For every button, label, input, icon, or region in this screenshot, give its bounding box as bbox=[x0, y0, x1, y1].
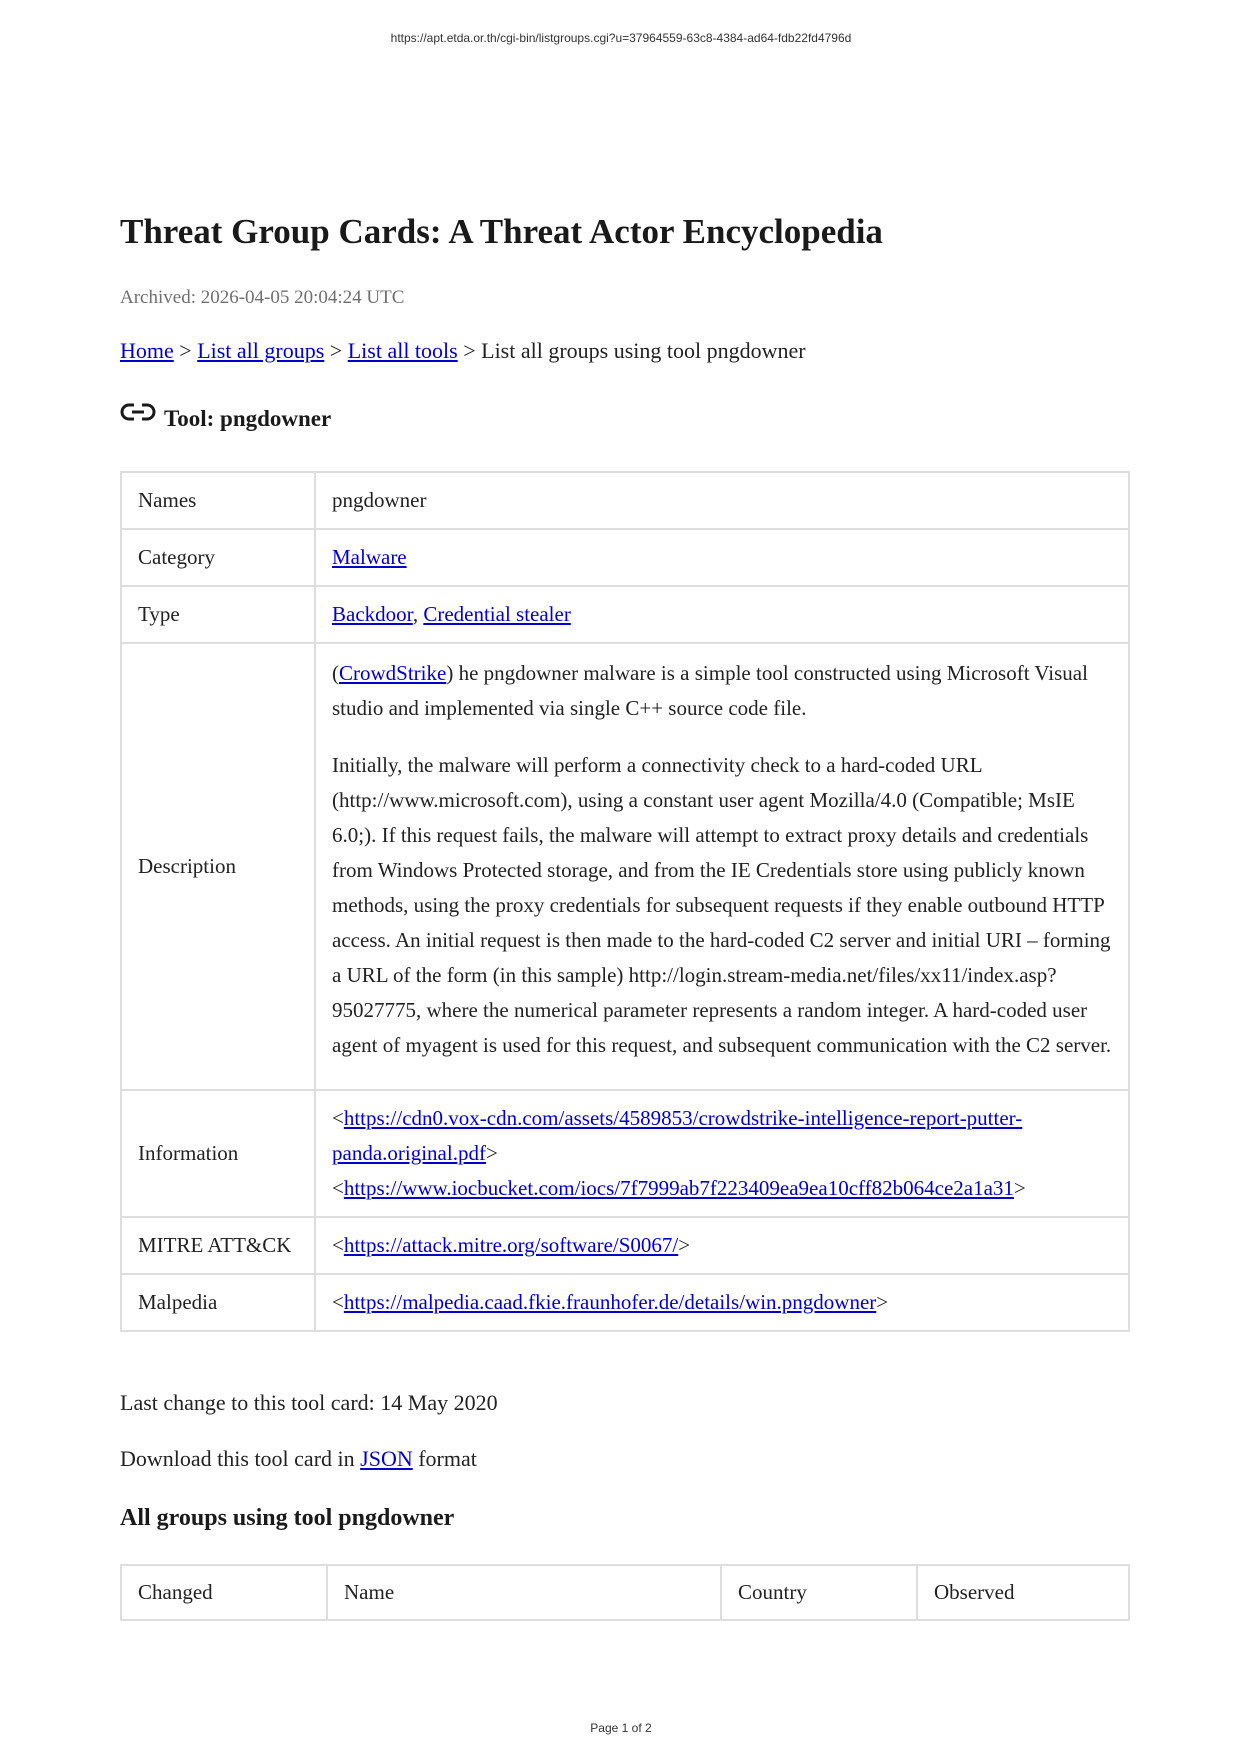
information-item bbox=[332, 1101, 1112, 1171]
angle-open: < bbox=[332, 1290, 344, 1314]
mitre-value bbox=[315, 1217, 1129, 1274]
breadcrumb-separator: > bbox=[324, 338, 348, 363]
category-malware-link[interactable]: Malware bbox=[332, 545, 407, 569]
crowdstrike-report-link[interactable]: https://cdn0.vox-cdn.com/assets/4589853/crowdstrike-intelligence-report-putter-panda.original.pdf bbox=[332, 1106, 1023, 1165]
angle-close: > bbox=[1013, 1176, 1026, 1200]
column-header-changed: Changed bbox=[121, 1565, 327, 1620]
column-header-name: Name bbox=[327, 1565, 721, 1620]
breadcrumb-home-link[interactable]: Home bbox=[120, 338, 174, 363]
description-paragraph bbox=[332, 656, 1112, 726]
json-download-link[interactable]: JSON bbox=[360, 1446, 413, 1471]
tool-heading bbox=[120, 398, 331, 432]
print-url: https://apt.etda.or.th/cgi-bin/listgroups.cgi?u=37964559-63c8-4384-ad64-fdb22fd4796d bbox=[390, 31, 852, 45]
groups-header-row bbox=[121, 1565, 1129, 1620]
tool-heading-text: Tool: pngdowner bbox=[164, 406, 332, 431]
table-row bbox=[121, 1090, 1129, 1217]
column-header-country: Country bbox=[721, 1565, 917, 1620]
tool-details-table bbox=[120, 471, 1130, 1332]
information-value bbox=[315, 1090, 1129, 1217]
angle-open: < bbox=[332, 1176, 344, 1200]
paren-open: ( bbox=[332, 661, 339, 685]
angle-open: < bbox=[332, 1106, 344, 1130]
category-label: Category bbox=[121, 529, 315, 586]
type-label: Type bbox=[121, 586, 315, 643]
information-label: Information bbox=[121, 1090, 315, 1217]
groups-table bbox=[120, 1564, 1130, 1621]
information-item bbox=[332, 1171, 1112, 1206]
table-row bbox=[121, 586, 1129, 643]
column-header-observed: Observed bbox=[917, 1565, 1129, 1620]
description-text: ) he pngdowner malware is a simple tool constructed using Microsoft Visual studio and implemented via single C++ source code file. bbox=[332, 661, 1088, 720]
breadcrumb-current: > List all groups using tool pngdowner bbox=[457, 338, 806, 363]
breadcrumb bbox=[120, 338, 806, 364]
type-backdoor-link[interactable]: Backdoor bbox=[332, 602, 413, 626]
table-row bbox=[121, 529, 1129, 586]
type-credential-stealer-link[interactable]: Credential stealer bbox=[423, 602, 571, 626]
category-value bbox=[315, 529, 1129, 586]
table-row bbox=[121, 472, 1129, 529]
table-row bbox=[121, 1274, 1129, 1331]
archived-timestamp: Archived: 2026-04-05 20:04:24 UTC bbox=[120, 287, 405, 308]
description-paragraph: Initially, the malware will perform a connectivity check to a hard-coded URL (http://www.microsoft.com), using a constant user agent Mozilla/4.0 (Compatible; MsIE 6.0;). If this request fails, the malware will attempt to extract proxy details and credentials from Windows Protected storage, and from the IE Credentials store using publicly known methods, using the proxy credentials for subsequent requests if they enable outbound HTTP access. An initial request is then made to the hard-coded C2 server and initial URI – forming a URL of the form (in this sample) http://login.stream-media.net/files/xx11/index.asp?95027775, where the numerical parameter represents a random integer. A hard-coded user agent of myagent is used for this request, and subsequent communication with the C2 server. bbox=[332, 753, 1112, 1057]
page-number: Page 1 of 2 bbox=[590, 1721, 652, 1735]
page-title: Threat Group Cards: A Threat Actor Encyclopedia bbox=[120, 212, 883, 251]
download-text: Download this tool card in bbox=[120, 1446, 361, 1471]
malpedia-value bbox=[315, 1274, 1129, 1331]
type-value bbox=[315, 586, 1129, 643]
names-value: pngdowner bbox=[315, 472, 1129, 529]
last-change: Last change to this tool card: 14 May 2020 bbox=[120, 1390, 498, 1415]
angle-open: < bbox=[332, 1233, 344, 1257]
malpedia-link[interactable]: https://malpedia.caad.fkie.fraunhofer.de/details/win.pngdowner bbox=[343, 1290, 877, 1314]
breadcrumb-list-tools-link[interactable]: List all tools bbox=[347, 338, 458, 363]
angle-close: > bbox=[485, 1141, 498, 1165]
description-label: Description bbox=[121, 643, 315, 1090]
mitre-label: MITRE ATT&CK bbox=[121, 1217, 315, 1274]
download-line bbox=[120, 1446, 477, 1472]
groups-heading: All groups using tool pngdowner bbox=[120, 1505, 455, 1531]
table-row bbox=[121, 1217, 1129, 1274]
mitre-link[interactable]: https://attack.mitre.org/software/S0067/ bbox=[343, 1233, 679, 1257]
description-value bbox=[315, 643, 1129, 1090]
malpedia-label: Malpedia bbox=[121, 1274, 315, 1331]
angle-close: > bbox=[678, 1233, 691, 1257]
breadcrumb-separator: > bbox=[173, 338, 198, 363]
download-text: format bbox=[412, 1446, 477, 1471]
names-label: Names bbox=[121, 472, 315, 529]
breadcrumb-list-groups-link[interactable]: List all groups bbox=[197, 338, 325, 363]
table-row bbox=[121, 643, 1129, 1090]
type-separator: , bbox=[412, 602, 424, 626]
crowdstrike-link[interactable]: CrowdStrike bbox=[339, 661, 447, 685]
link-icon bbox=[120, 398, 156, 426]
iocbucket-link[interactable]: https://www.iocbucket.com/iocs/7f7999ab7f223409ea9ea10cff82b064ce2a1a31 bbox=[343, 1176, 1014, 1200]
angle-close: > bbox=[876, 1290, 889, 1314]
